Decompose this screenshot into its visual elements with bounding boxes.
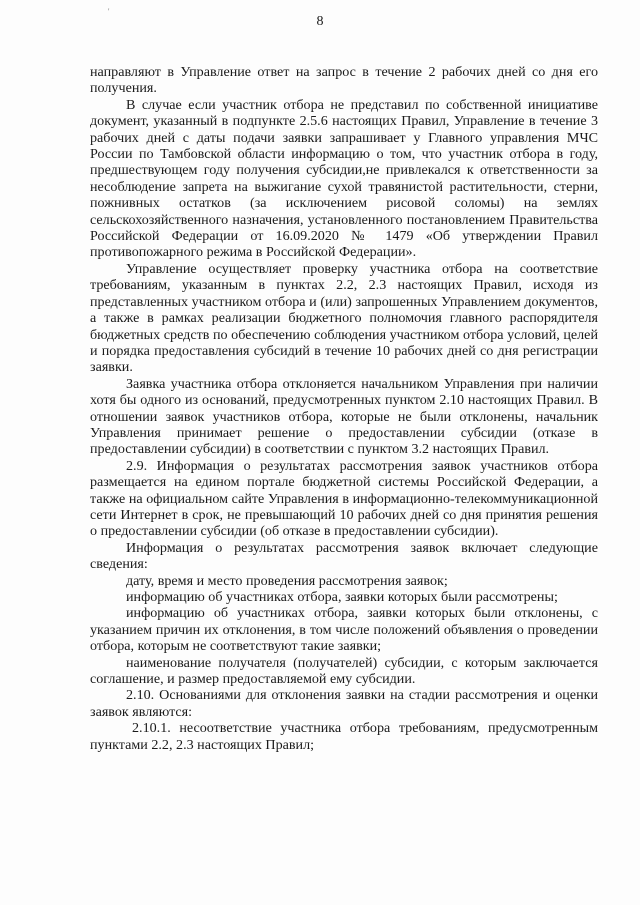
paragraph: В случае если участник отбора не представил по собственной инициативе документ, указанный в подпункте 2.5.6 настоящих Правил, Управление в течение 3 рабочих дней с даты подачи заявки запрашивает у Главного управления МЧС России по Тамбовской области информацию о том, что участник отбора в году, предшествующем году получения субсидии,не привлекался к ответственности за несоблюдение запрета на выжигание сухой травянистой растительности, стерни, пожнивных остатков (за исключением рисовой соломы) на землях сельскохозяйственного назначения, установленного постановлением Правительства Российской Федерации от 16.09.2020 № 1479 «Об утверждении Правил противопожарного режима в Российской Федерации». [90, 96, 598, 261]
page-number: 8 [316, 14, 324, 29]
document-body [90, 64, 598, 753]
paragraph: информацию об участниках отбора, заявки которых были отклонены, с указанием причин их отклонения, в том числе положений объявления о проведении отбора, которым не соответствуют такие заявки; [90, 605, 598, 655]
paragraph: направляют в Управление ответ на запрос в течение 2 рабочих дней со дня его получения. [90, 64, 598, 97]
paragraph: дату, время и место проведения рассмотрения заявок; [126, 572, 448, 589]
paragraph: 2.10. Основаниями для отклонения заявки на стадии рассмотрения и оценки заявок являются: [90, 687, 598, 720]
scan-mark: ' [108, 7, 110, 16]
paragraph: Заявка участника отбора отклоняется начальником Управления при наличии хотя бы одного из оснований, предусмотренных пунктом 2.10 настоящих Правил. В отношении заявок участников отбора, которые не были отклонены, начальник Управления принимает решение о предоставлении субсидии (отказе в предоставлении субсидии) в соответствии с пунктом 3.2 настоящих Правил. [90, 375, 598, 458]
paragraph: Информация о результатах рассмотрения заявок включает следующие сведения: [90, 539, 598, 573]
paragraph: Управление осуществляет проверку участника отбора на соответствие требованиям, указанным в пунктах 2.2, 2.3 настоящих Правил, исходя из представленных участником отбора и (или) запрошенных Управлением документов, а также в рамках реализации бюджетного полномочия главного распорядителя бюджетных средств по обеспечению соблюдения участником отбора условий, целей и порядка предоставления субсидий в течение 10 рабочих дней со дня регистрации заявки. [90, 260, 598, 376]
paragraph: информацию об участниках отбора, заявки которых были рассмотрены; [126, 589, 558, 605]
paragraph: 2.10.1. несоответствие участника отбора требованиям, предусмотренным пунктами 2.2, 2.3 настоящих Правил; [90, 720, 598, 753]
paragraph: наименование получателя (получателей) субсидии, с которым заключается соглашение, и размер предоставляемой ему субсидии. [90, 654, 598, 688]
paragraph: 2.9. Информация о результатах рассмотрения заявок участников отбора размещается на едином портале бюджетной системы Российской Федерации, а также на официальном сайте Управления в информационно-телекоммуникационной сети Интернет в срок, не превышающий 10 рабочих дней со дня принятия решения о предоставлении субсидии (об отказе в предоставлении субсидии). [90, 457, 598, 540]
